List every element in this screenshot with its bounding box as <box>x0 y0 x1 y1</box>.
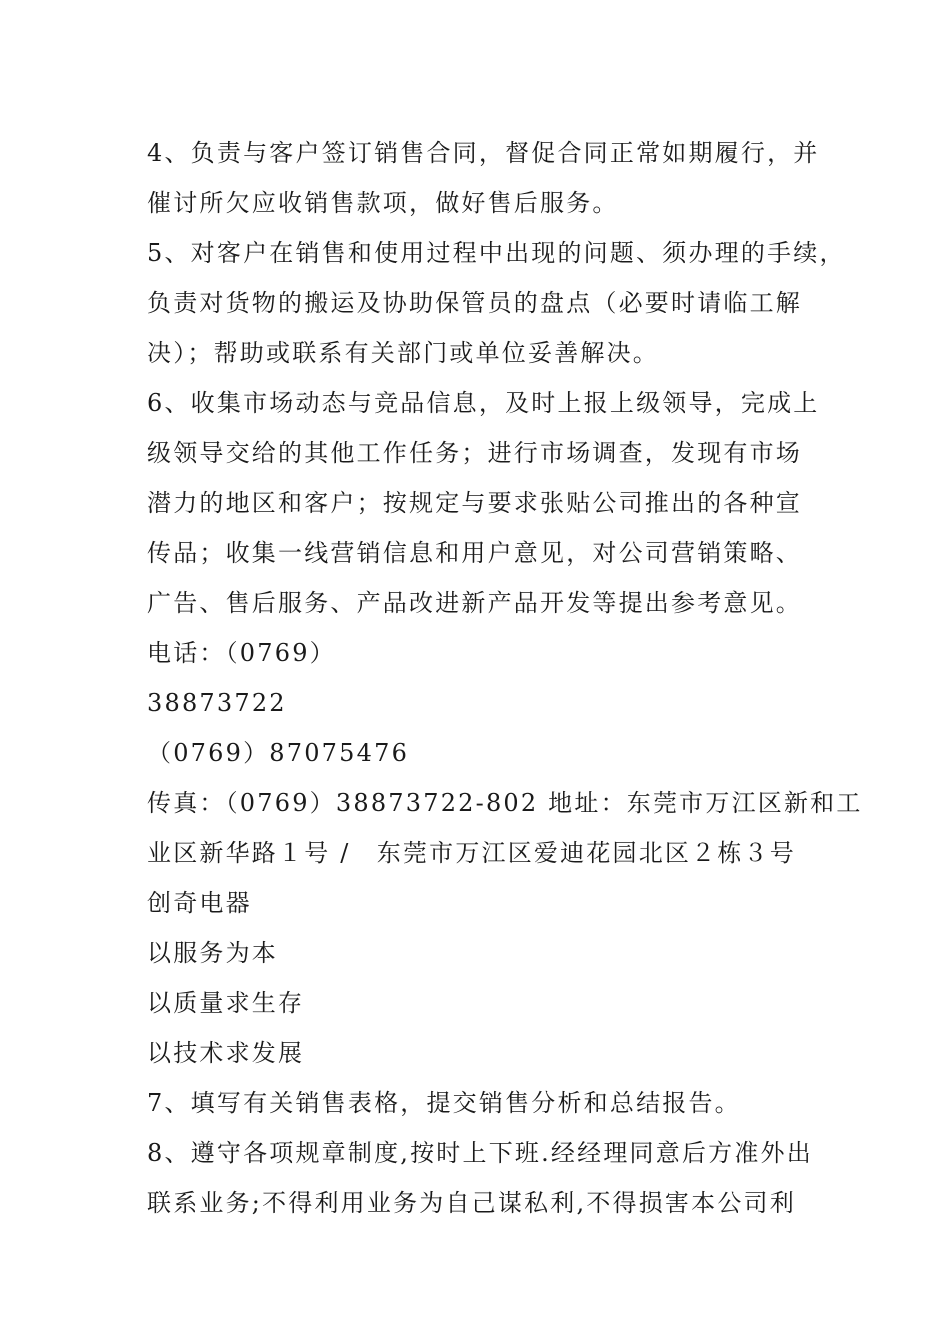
line-responsibility-5-cont: 负责对货物的搬运及协助保管员的盘点（必要时请临工解 <box>147 289 802 317</box>
line-responsibility-4-cont: 催讨所欠应收销售款项，做好售后服务。 <box>147 189 619 217</box>
document-body <box>147 128 863 1228</box>
line-phone-number-2: （0769）87075476 <box>147 739 410 767</box>
line-motto-3: 以技术求发展 <box>147 1039 305 1067</box>
line-motto-2: 以质量求生存 <box>147 989 305 1017</box>
line-responsibility-5-end: 决）；帮助或联系有关部门或单位妥善解决。 <box>147 339 659 367</box>
line-company-name: 创奇电器 <box>147 889 252 917</box>
line-responsibility-6-cont-1: 级领导交给的其他工作任务；进行市场调查，发现有市场 <box>147 439 802 467</box>
line-fax-address: 传真：（0769）38873722-802 地址：东莞市万江区新和工 <box>147 789 863 817</box>
line-responsibility-6-cont-2: 潜力的地区和客户；按规定与要求张贴公司推出的各种宣 <box>147 489 802 517</box>
line-responsibility-6-end: 广告、售后服务、产品改进新产品开发等提出参考意见。 <box>147 589 802 617</box>
line-responsibility-5: 5、对客户在销售和使用过程中出现的问题、须办理的手续， <box>147 239 846 267</box>
line-responsibility-8-cont: 联系业务;不得利用业务为自己谋私利,不得损害本公司利 <box>147 1189 796 1217</box>
line-responsibility-6: 6、收集市场动态与竞品信息，及时上报上级领导，完成上 <box>147 389 820 417</box>
line-responsibility-6-cont-3: 传品；收集一线营销信息和用户意见，对公司营销策略、 <box>147 539 802 567</box>
line-responsibility-7: 7、填写有关销售表格，提交销售分析和总结报告。 <box>147 1089 741 1117</box>
line-phone-label: 电话：（0769） <box>147 639 336 667</box>
line-responsibility-4: 4、负责与客户签订销售合同，督促合同正常如期履行，并 <box>147 139 820 167</box>
line-motto-1: 以服务为本 <box>147 939 278 967</box>
line-address-cont: 业区新华路１号 / 东莞市万江区爱迪花园北区２栋３号 <box>147 839 796 867</box>
line-phone-number-1: 38873722 <box>147 689 287 717</box>
line-responsibility-8: 8、遵守各项规章制度,按时上下班.经经理同意后方准外出 <box>147 1139 813 1167</box>
